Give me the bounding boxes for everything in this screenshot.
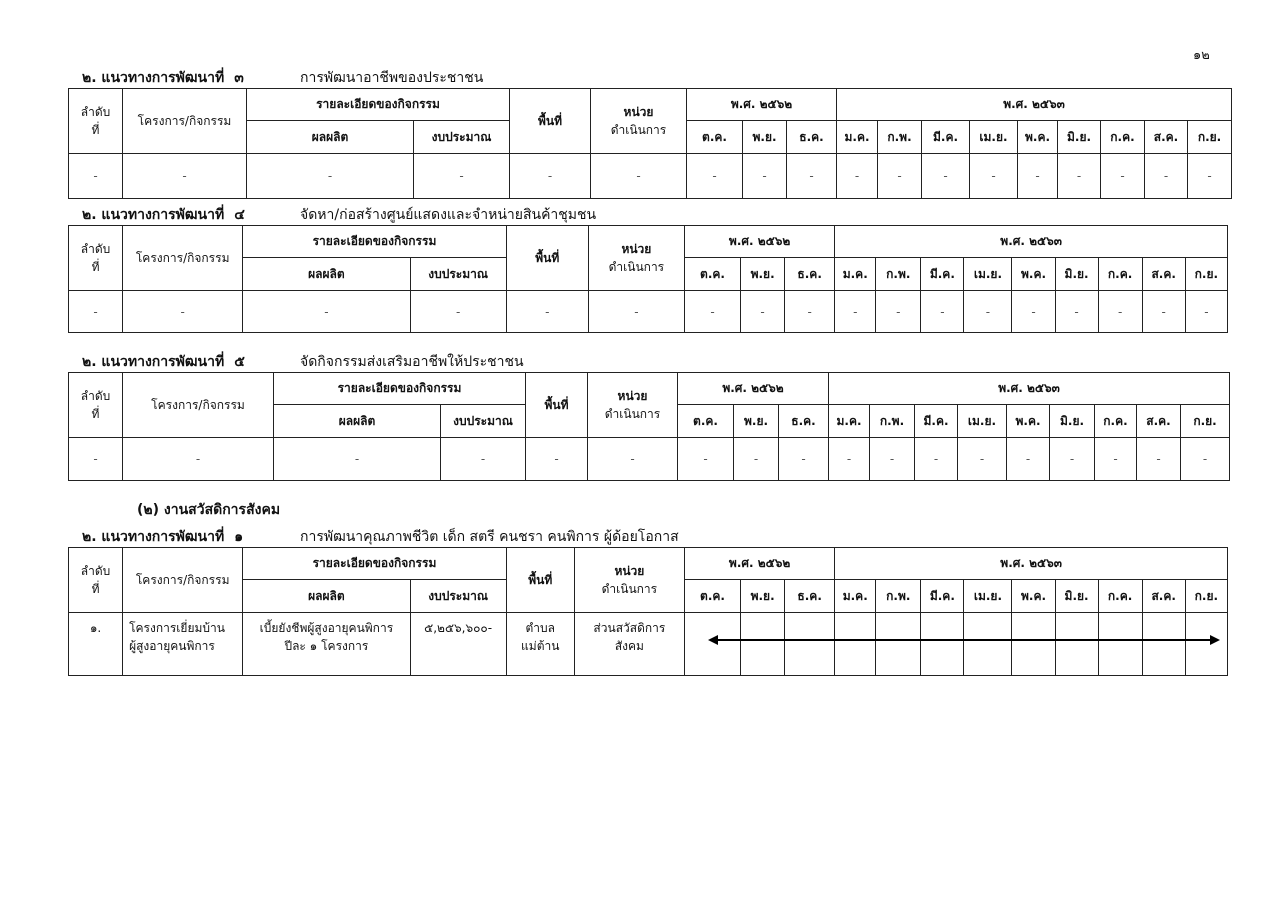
month-header: ต.ค. [687,121,743,154]
header-budget: งบประมาณ [414,121,510,154]
month-header: มี.ค. [915,405,958,438]
header-budget: งบประมาณ [410,258,506,291]
section-number: ๓ [234,70,244,86]
month-header: เม.ย. [964,258,1012,291]
header-year-2563: พ.ศ. ๒๕๖๓ [835,548,1228,580]
header-output: ผลผลิต [243,580,410,613]
section-label: ๒. แนวทางการพัฒนาที่ [82,207,225,223]
plan-table-welfare-1 [68,547,1228,676]
header-seq: ลำดับ ที่ [69,89,123,154]
section-title: การพัฒนาคุณภาพชีวิต เด็ก สตรี คนชรา คนพิการ ผู้ด้อยโอกาส [300,529,679,545]
section-heading-3 [82,67,484,86]
header-area: พื้นที่ [506,226,588,291]
header-project: โครงการ/กิจกรรม [123,89,247,154]
month-header: ก.พ. [870,405,915,438]
month-header: ต.ค. [678,405,734,438]
month-header: ก.ย. [1181,405,1230,438]
section-number: ๔ [234,207,245,223]
empty-cell: - [243,291,410,333]
timeline-arrow [708,633,1220,647]
month-header: ส.ค. [1145,121,1188,154]
empty-cell: - [1018,154,1058,199]
header-output: ผลผลิต [247,121,414,154]
empty-cell: - [1012,291,1055,333]
header-seq: ลำดับ ที่ [69,548,123,613]
table-row [69,291,1228,333]
month-header: ต.ค. [684,258,740,291]
empty-cell: - [1137,438,1181,481]
section-number: ๑ [234,529,244,545]
month-header: ธ.ค. [787,121,837,154]
row-area: ตำบล แม่ต้าน [506,613,574,676]
empty-cell: - [958,438,1007,481]
plan-table-3 [68,88,1232,199]
month-header: มิ.ย. [1058,121,1101,154]
header-unit: หน่วย ดำเนินการ [574,548,684,613]
empty-cell: - [506,291,588,333]
empty-cell: - [876,291,921,333]
empty-cell: - [274,438,441,481]
header-budget: งบประมาณ [441,405,526,438]
empty-cell: - [510,154,591,199]
section-heading-5 [82,351,524,370]
empty-cell: - [69,291,123,333]
header-output: ผลผลิต [274,405,441,438]
empty-cell: - [787,154,837,199]
plan-table-4 [68,225,1228,333]
section-heading-welfare-1 [82,526,679,545]
empty-cell: - [922,154,970,199]
month-header: ก.ย. [1188,121,1232,154]
header-year-2563: พ.ศ. ๒๕๖๓ [835,226,1228,258]
empty-cell: - [870,438,915,481]
header-unit: หน่วย ดำเนินการ [588,226,684,291]
month-header: ม.ค. [835,580,876,613]
month-header: ก.ค. [1101,121,1145,154]
header-detail: รายละเอียดของกิจกรรม [243,226,506,258]
empty-cell: - [779,438,829,481]
empty-cell: - [1145,154,1188,199]
month-header: ต.ค. [684,580,740,613]
month-header: มี.ค. [922,121,970,154]
row-budget: ๕,๒๕๖,๖๐๐- [410,613,506,676]
month-header: พ.ย. [734,405,779,438]
month-header: ก.พ. [878,121,922,154]
section-title: จัดกิจกรรมส่งเสริมอาชีพให้ประชาชน [300,354,524,370]
row-seq: ๑. [69,613,123,676]
empty-cell: - [1055,291,1098,333]
empty-cell: - [588,438,678,481]
empty-cell: - [123,154,247,199]
month-header: ธ.ค. [785,580,835,613]
empty-cell: - [837,154,878,199]
section-title: จัดหา/ก่อสร้างศูนย์แสดงและจำหน่ายสินค้าชุมชน [300,207,597,223]
empty-cell: - [734,438,779,481]
empty-cell: - [678,438,734,481]
empty-cell: - [835,291,876,333]
month-header: พ.ย. [743,121,787,154]
month-header: ธ.ค. [785,258,835,291]
row-output: เบี้ยยังชีพผู้สูงอายุคนพิการ ปีละ ๑ โครงการ [243,613,410,676]
month-header: มิ.ย. [1055,258,1098,291]
empty-cell: - [687,154,743,199]
month-header: ก.ค. [1098,258,1142,291]
month-header: มี.ค. [921,258,964,291]
section-title: การพัฒนาอาชีพของประชาชน [300,70,484,86]
empty-cell: - [921,291,964,333]
month-header: พ.ค. [1018,121,1058,154]
month-header: พ.ค. [1012,258,1055,291]
month-header: มี.ค. [921,580,964,613]
empty-cell: - [741,291,785,333]
empty-cell: - [1181,438,1230,481]
empty-cell: - [970,154,1018,199]
month-header: ก.พ. [876,258,921,291]
empty-cell: - [1098,291,1142,333]
month-header: พ.ค. [1012,580,1055,613]
empty-cell: - [878,154,922,199]
header-unit: หน่วย ดำเนินการ [591,89,687,154]
header-project: โครงการ/กิจกรรม [123,548,243,613]
header-area: พื้นที่ [506,548,574,613]
subsection-heading: (๒) งานสวัสดิการสังคม [137,502,281,518]
month-header: พ.ค. [1007,405,1050,438]
empty-cell: - [1050,438,1095,481]
month-header: ก.พ. [876,580,921,613]
page-number: ๑๒ [1193,48,1210,63]
empty-cell: - [1095,438,1137,481]
section-number: ๕ [234,354,245,370]
header-year-2563: พ.ศ. ๒๕๖๓ [829,373,1230,405]
header-area: พื้นที่ [526,373,588,438]
month-header: ส.ค. [1137,405,1181,438]
month-header: ม.ค. [829,405,870,438]
empty-cell: - [785,291,835,333]
month-header: ม.ค. [835,258,876,291]
header-output: ผลผลิต [243,258,410,291]
header-seq: ลำดับ ที่ [69,373,123,438]
section-label: ๒. แนวทางการพัฒนาที่ [82,529,225,545]
plan-table-5 [68,372,1230,481]
empty-cell: - [441,438,526,481]
empty-cell: - [684,291,740,333]
month-header: ก.ค. [1098,580,1142,613]
empty-cell: - [410,291,506,333]
month-header: มิ.ย. [1055,580,1098,613]
empty-cell: - [964,291,1012,333]
header-year-2562: พ.ศ. ๒๕๖๒ [678,373,829,405]
empty-cell: - [414,154,510,199]
empty-cell: - [123,438,274,481]
month-header: เม.ย. [970,121,1018,154]
empty-cell: - [69,438,123,481]
month-header: มิ.ย. [1050,405,1095,438]
month-header: เม.ย. [958,405,1007,438]
month-header: ก.ย. [1185,258,1227,291]
header-detail: รายละเอียดของกิจกรรม [247,89,510,121]
header-project: โครงการ/กิจกรรม [123,226,243,291]
row-project: โครงการเยี่ยมบ้าน ผู้สูงอายุคนพิการ [123,613,243,676]
month-header: ก.ค. [1095,405,1137,438]
empty-cell: - [588,291,684,333]
empty-cell: - [1185,291,1227,333]
empty-cell: - [1007,438,1050,481]
month-header: ก.ย. [1185,580,1227,613]
table-row [69,438,1230,481]
month-header: ส.ค. [1142,580,1185,613]
empty-cell: - [829,438,870,481]
section-heading-4 [82,204,597,223]
empty-cell: - [1058,154,1101,199]
empty-cell: - [915,438,958,481]
section-label: ๒. แนวทางการพัฒนาที่ [82,354,225,370]
empty-cell: - [526,438,588,481]
header-area: พื้นที่ [510,89,591,154]
header-project: โครงการ/กิจกรรม [123,373,274,438]
empty-cell: - [1188,154,1232,199]
month-header: พ.ย. [741,580,785,613]
month-header: ม.ค. [837,121,878,154]
month-header: ส.ค. [1142,258,1185,291]
table-row [69,154,1232,199]
empty-cell: - [1101,154,1145,199]
header-detail: รายละเอียดของกิจกรรม [243,548,506,580]
empty-cell: - [591,154,687,199]
month-header: ธ.ค. [779,405,829,438]
header-unit: หน่วย ดำเนินการ [588,373,678,438]
header-detail: รายละเอียดของกิจกรรม [274,373,526,405]
empty-cell: - [123,291,243,333]
section-label: ๒. แนวทางการพัฒนาที่ [82,70,225,86]
empty-cell: - [247,154,414,199]
row-unit: ส่วนสวัสดิการ สังคม [574,613,684,676]
header-year-2562: พ.ศ. ๒๕๖๒ [687,89,837,121]
header-year-2563: พ.ศ. ๒๕๖๓ [837,89,1232,121]
header-year-2562: พ.ศ. ๒๕๖๒ [684,226,834,258]
month-header: พ.ย. [741,258,785,291]
header-seq: ลำดับ ที่ [69,226,123,291]
header-year-2562: พ.ศ. ๒๕๖๒ [684,548,834,580]
empty-cell: - [1142,291,1185,333]
month-header: เม.ย. [964,580,1012,613]
header-budget: งบประมาณ [410,580,506,613]
empty-cell: - [69,154,123,199]
empty-cell: - [743,154,787,199]
